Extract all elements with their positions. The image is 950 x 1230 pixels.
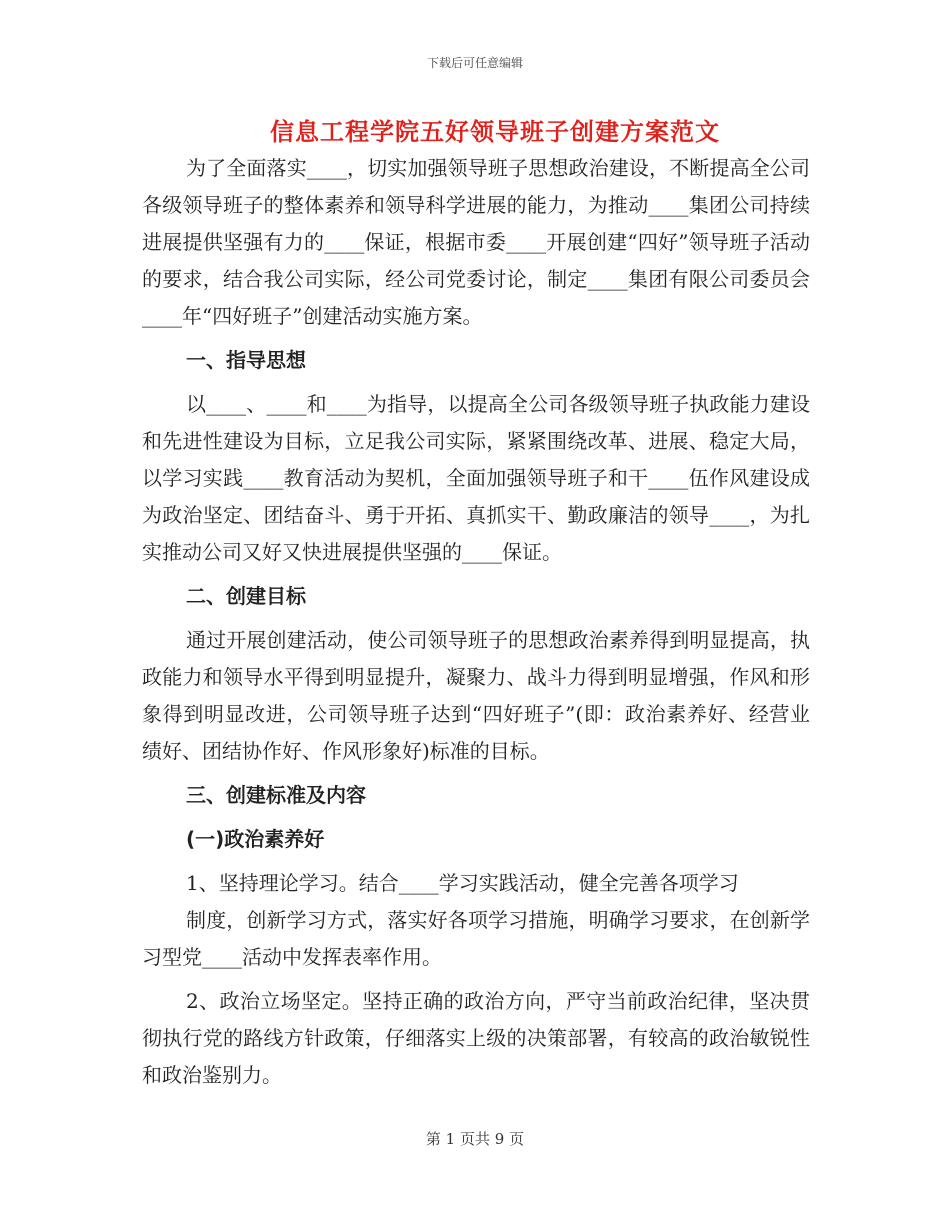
document-body [142,150,810,1094]
section-heading-standards: 三、创建标准及内容 [186,783,366,807]
subsection-heading-political-quality: (一)政治素养好 [186,827,325,851]
header-note: 下载后可任意编辑 [426,56,523,70]
section-heading-goals: 二、创建目标 [186,584,306,608]
guiding-ideology-paragraph: 以____、____和____为指导，以提高全公司各级领导班子执政能力建设和先进性建设为目标，立足我公司实际，紧紧围绕改革、进展、稳定大局，以学习实践____教育活动为契机，全面加强领导班子和干____伍作风建设成为政治坚定、团结奋斗、勇于开拓、真抓实干、勤政廉洁的领导____，为扎实推动公司又好又快进展提供坚强的____保证。 [142,392,810,564]
page-footer: 第 1 页共 9 页 [425,1130,525,1148]
section-heading-guiding-ideology: 一、指导思想 [186,348,306,372]
document-title: 信息工程学院五好领导班子创建方案范文 [270,117,720,146]
intro-paragraph: 为了全面落实____，切实加强领导班子思想政治建设，不断提高全公司各级领导班子的整体素养和领导科学进展的能力，为推动____集团公司持续进展提供坚强有力的____保证，根据市委____开展创建“四好”领导班子活动的要求，结合我公司实际，经公司党委讨论，制定____集团有限公司委员会____年“四好班子”创建活动实施方案。 [142,156,810,328]
item-1-first-line: 1、坚持理论学习。结合____学习实践活动，健全完善各项学习 [186,871,739,895]
item-1-continuation: 制度，创新学习方式，落实好各项学习措施，明确学习要求，在创新学习型党____活动中发挥表率作用。 [142,908,810,969]
item-2-paragraph: 2、政治立场坚定。坚持正确的政治方向，严守当前政治纪律，坚决贯彻执行党的路线方针政策，仔细落实上级的决策部署，有较高的政治敏锐性和政治鉴别力。 [142,989,810,1087]
goals-paragraph: 通过开展创建活动，使公司领导班子的思想政治素养得到明显提高，执政能力和领导水平得到明显提升，凝聚力、战斗力得到明显增强，作风和形象得到明显改进，公司领导班子达到“四好班子”(即：政治素养好、经营业绩好、团结协作好、作风形象好)标准的目标。 [142,628,810,763]
